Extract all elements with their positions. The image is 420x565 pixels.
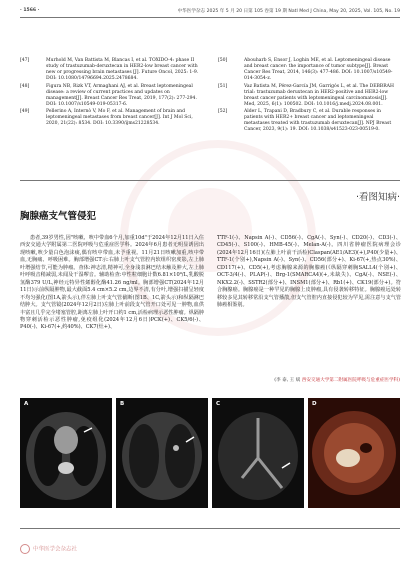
- panel-label: D: [312, 401, 317, 407]
- references-right: [218, 58, 400, 135]
- page-number: · 1566 ·: [20, 8, 40, 13]
- reference-item: [51] Vaz Batista M, Pérez-García JM, Garrigós L, et al. The DEBBRAH trial: trastuzumab deruxtecan in HER2-positive and HER2-low breast cancer patients with leptomeningeal carcinomatosis[J]. Med, 2025, 6(1): 100502. DOI: 10.1016/j.medj.2024.08.001.: [218, 83, 394, 107]
- section-label: ·看图知病·: [355, 192, 400, 203]
- panel-label: C: [216, 401, 221, 407]
- article-title: 胸腺癌支气管侵犯: [20, 211, 97, 222]
- article-body-left: [20, 235, 204, 332]
- figure-caption: [270, 378, 400, 384]
- references-left: [20, 58, 200, 129]
- caption-authors: (李 泰, 王 斌: [274, 378, 301, 383]
- reference-item: [47] Murhold M, Van Battista M, Blancas I, et al. TOXIDO-4: phase II study of trastuzumab-deruxtecan in HER2-low breast cancer with new or progressing brain metastases [J]. Future Oncol, 2025: 1-9. DOI: 10.1080/14796694.2025.2478684.: [20, 58, 199, 81]
- paragraph: 患者,39岁男性,因"咳嗽、咳中带血6个月,加重10d"于2024年12月11日入住西安交通大学附属第二医院呼吸与危重症医学科。2024年6月患者无明显诱因出现咳嗽,咳少量白色泡沫痰,偶有咳中带血,未予重视。11月21日咳嗽加重,咳中带血,无胸痛、呼吸困难。胸部增强CT示:右肺上叶支气管腔内软组织密度影,左上肺叶增强结节,可能为肿瘤。查体:神志清,精神可,全身浅表淋巴结未触及肿大,左上肺叶呼吸音稍减弱,未闻及干湿啰音。辅助检查:中性粒细胞计数6.81×10⁹/L,乳酸脱氢酶379 U/L,神经元特异性烯醇化酶41.26 ng/ml。胸部增强CT(2024年12月11日)示前纵隔肿物,最大截面5.4 cm×5.2 cm,边界不清,有分叶,增强扫描呈轻度不均匀强化(图1A,箭头示),伴左肺上叶支气管截断(图1B、1C,箭头示)和纵隔淋巴结肿大。支气管镜(2024年12月2日)左肺上叶前段支气管开口处可见一肿物,血供丰富且几乎完全堵塞管腔,距离左肺上叶开口约1 cm,活检病理示恶性肿瘤。纵隔肿物穿刺活检示恶性肿瘤,免疫组化(2024年12月6日)PCK(+)、CK5/6(-)、P40(-)、Ki-67(+,约40%)、CK7(灶+)、: [20, 235, 204, 331]
- panel-label: B: [120, 401, 125, 407]
- running-header: [20, 6, 400, 16]
- journal-citation: 中华医学杂志 2025 年 5 月 20 日第 105 卷第 19 期 Natl Med J China, May 20, 2025, Vol. 105, No. 19: [177, 9, 400, 14]
- paragraph: TTF-1(-)、Napsin A(-)、CD56(-)、CgA(-)、Syn(-)、CD20(-)、CD3(-)、CD45(-)、S100(-)、HMB-45(-)、Melan-A(-)。四川省肿瘤医院病理会诊(2024年12月16日)(左肺上叶前干活检)Claspan(AE1/AE3)(+),P40(少量+)、TTF-1(个别+),Napsin A(-)、Syn(-)、CD56(部分+)、Ki-67(+,热点30%)、CD117(+)、CD5(+),考虑胸腺来源的胸腺癌(《纵隔穿刺胸SALL4(个别+)、OCT-3/4(-)、PLAP(-)、Brg-1(SMARCA4)(+,未缺失)、CgA(-)、NSE(-)、NKX2.2(-)、SSTR2(部分+)、INSM1(部分+)、Rb1(+)、CK19(部分+)。符合胸腺癌。胸腺癌是一种罕见的胸腺上皮肿瘤,具有侵袭转移特征。胸腺癌远处转移较多见其转移常沿支气管播散,但支气管腔内直接侵犯较为罕见,需注意与支气管肺癌相鉴别。: [217, 235, 401, 309]
- reference-item: [50] Abouharb S, Ensor J, Loghin ME, et al. Leptomeningeal disease and breast cancer: the importance of tumor subtype[J]. Breast Cancer Res Treat, 2014, 146(3): 477-486. DOI: 10.1007/s10549-014-3054-z.: [218, 58, 393, 81]
- footer-rule: [20, 528, 400, 529]
- ct-panel-b: [116, 398, 208, 508]
- publisher-logo: 中华医学会杂志社: [20, 544, 77, 554]
- bronchoscopy-panel-d: [308, 398, 400, 508]
- section-rule: [20, 180, 400, 181]
- caption-affiliation: 西安交通大学第二附属医院呼吸与危重症医学科): [301, 378, 400, 383]
- ct-panel-c: [212, 398, 304, 508]
- panel-label: A: [24, 401, 29, 407]
- reference-item: [49] Pellerino A, Internò V, Mo F, et al. Management of brain and leptomeningeal metastases from breast cancer[J]. Int J Mol Sci, 2020, 21(22): 8534. DOI: 10.3390/ijms21228534.: [20, 109, 193, 126]
- publisher-logo-icon: [20, 544, 30, 554]
- header-rule: [20, 17, 400, 18]
- reference-item: [48] Figura NB, Rizk VT, Armaghani AJ, et al. Breast leptomeningeal disease: a review of current practices and updates on management[J]. Breast Cancer Res Treat, 2019, 177(2): 277-294. DOI: 10.1007/s10549-019-05317-6.: [20, 83, 197, 107]
- article-body-right: [217, 235, 401, 310]
- ct-panel-a: [20, 398, 112, 508]
- figure-panels: [20, 398, 400, 508]
- reference-item: [52] Alder L, Trapani D, Bradbury C, et al. Durable responses in patients with HER2+ breast cancer and leptomeningeal metastases treated with trastuzumab deruxtecan[J]. NPJ Breast Cancer, 2023, 9(1): 19. DOI: 10.1038/s41523-023-00519-0.: [218, 109, 392, 132]
